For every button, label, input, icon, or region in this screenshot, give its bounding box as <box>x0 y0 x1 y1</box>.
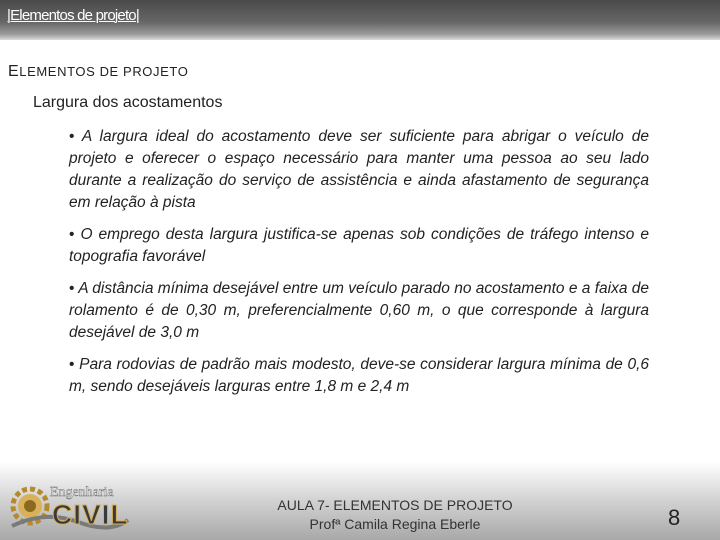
section-title-rest: LEMENTOS DE PROJETO <box>19 64 189 79</box>
bullet-item <box>69 278 649 344</box>
bullet-text: Para rodovias de padrão mais modesto, deve-se considerar largura mínima de 0,6 m, sendo desejáveis larguras entre 1,8 m e 2,4 m <box>69 356 650 395</box>
header-title: |Elementos de projeto| <box>7 7 139 24</box>
logo-word-main: CIVIL <box>52 499 129 530</box>
bullet-marker: • <box>69 280 75 297</box>
logo-word-top: Engenharia <box>50 485 114 500</box>
footer-line-course: AULA 7- ELEMENTOS DE PROJETO <box>277 497 513 513</box>
bullet-item <box>69 354 649 398</box>
subheading: Largura dos acostamentos <box>33 94 223 111</box>
engenharia-civil-logo-icon <box>6 482 130 538</box>
bullet-text: A largura ideal do acostamento deve ser suficiente para abrigar o veículo de projeto e oferecer o espaço necessário para manter uma pessoa ao seu lado durante a realização do serviço de assistência e ainda afastamento de segurança em relação à pista <box>69 128 649 211</box>
bullet-marker: • <box>69 356 75 373</box>
bullet-text: O emprego desta largura justifica-se apenas sob condições de tráfego intenso e topografia favorável <box>69 226 649 265</box>
bullet-text: A distância mínima desejável entre um veículo parado no acostamento e a faixa de rolamento é de 0,30 m, preferencialmente 0,60 m, o que corresponde à largura desejável de 3,0 m <box>69 280 650 341</box>
page-number: 8 <box>668 505 681 530</box>
bullet-list <box>69 126 649 408</box>
section-title-initial: E <box>8 63 20 80</box>
footer-line-professor: Profª Camila Regina Eberle <box>309 516 481 532</box>
bullet-marker: • <box>69 226 75 243</box>
section-title <box>8 63 188 81</box>
footer-text <box>230 496 560 534</box>
bullet-marker: • <box>69 128 75 145</box>
header-bar <box>0 0 720 40</box>
bullet-item <box>69 224 649 268</box>
bullet-item <box>69 126 649 214</box>
